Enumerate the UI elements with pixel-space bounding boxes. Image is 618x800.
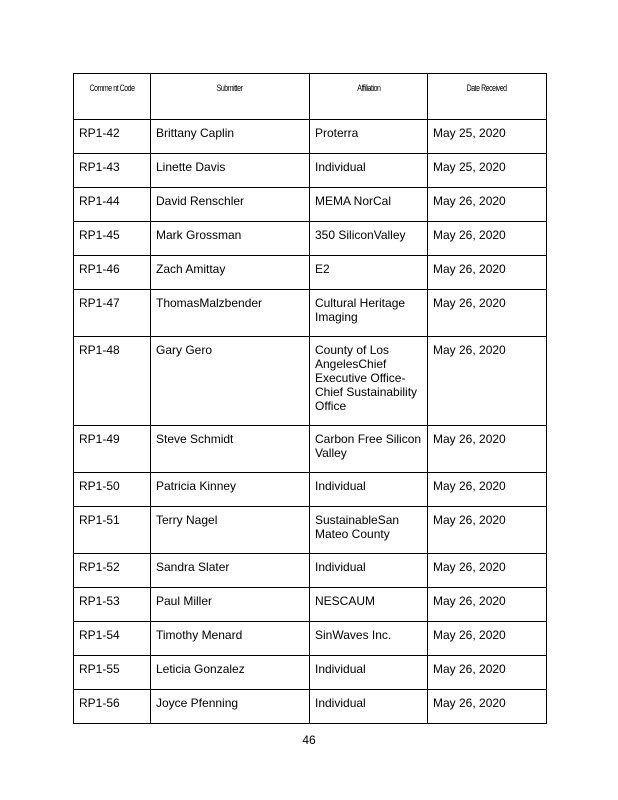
cell-submitter: Sandra Slater — [151, 554, 310, 588]
header-comment-code: Comme nt Code — [74, 74, 151, 120]
cell-date: May 26, 2020 — [428, 588, 547, 622]
cell-date: May 26, 2020 — [428, 622, 547, 656]
table-row — [74, 188, 547, 222]
cell-code: RP1-52 — [74, 554, 151, 588]
table-row — [74, 554, 547, 588]
cell-date: May 26, 2020 — [428, 507, 547, 554]
table-row — [74, 588, 547, 622]
table-row — [74, 473, 547, 507]
cell-submitter: Patricia Kinney — [151, 473, 310, 507]
table-row — [74, 337, 547, 426]
header-date-received: Date Received — [428, 74, 547, 120]
cell-affiliation: Individual — [310, 473, 428, 507]
table-row — [74, 426, 547, 473]
header-affiliation: Affiliation — [310, 74, 428, 120]
cell-code: RP1-45 — [74, 222, 151, 256]
cell-submitter: Steve Schmidt — [151, 426, 310, 473]
cell-submitter: Timothy Menard — [151, 622, 310, 656]
cell-date: May 26, 2020 — [428, 290, 547, 337]
cell-code: RP1-53 — [74, 588, 151, 622]
cell-submitter: David Renschler — [151, 188, 310, 222]
cell-affiliation: Individual — [310, 690, 428, 724]
table-row — [74, 656, 547, 690]
cell-affiliation: Proterra — [310, 120, 428, 154]
cell-date: May 26, 2020 — [428, 337, 547, 426]
table-row — [74, 154, 547, 188]
cell-code: RP1-47 — [74, 290, 151, 337]
table-row — [74, 690, 547, 724]
cell-date: May 25, 2020 — [428, 120, 547, 154]
cell-affiliation: Carbon Free Silicon Valley — [310, 426, 428, 473]
cell-affiliation: SinWaves Inc. — [310, 622, 428, 656]
cell-code: RP1-54 — [74, 622, 151, 656]
cell-code: RP1-42 — [74, 120, 151, 154]
cell-date: May 26, 2020 — [428, 656, 547, 690]
header-submitter: Submitter — [151, 74, 310, 120]
cell-code: RP1-51 — [74, 507, 151, 554]
cell-date: May 26, 2020 — [428, 188, 547, 222]
cell-date: May 26, 2020 — [428, 554, 547, 588]
comment-table — [73, 73, 547, 724]
cell-affiliation: 350 SiliconValley — [310, 222, 428, 256]
cell-code: RP1-46 — [74, 256, 151, 290]
cell-code: RP1-56 — [74, 690, 151, 724]
cell-submitter: Terry Nagel — [151, 507, 310, 554]
cell-submitter: Paul Miller — [151, 588, 310, 622]
cell-affiliation: Individual — [310, 554, 428, 588]
cell-code: RP1-48 — [74, 337, 151, 426]
cell-date: May 26, 2020 — [428, 690, 547, 724]
cell-affiliation: County of Los AngelesChief Executive Office-Chief Sustainability Office — [310, 337, 428, 426]
cell-date: May 26, 2020 — [428, 426, 547, 473]
table-row — [74, 222, 547, 256]
table-row — [74, 507, 547, 554]
cell-affiliation: Individual — [310, 154, 428, 188]
cell-affiliation: SustainableSan Mateo County — [310, 507, 428, 554]
cell-submitter: ThomasMalzbender — [151, 290, 310, 337]
table-row — [74, 622, 547, 656]
cell-affiliation: MEMA NorCal — [310, 188, 428, 222]
cell-affiliation: Individual — [310, 656, 428, 690]
cell-affiliation: NESCAUM — [310, 588, 428, 622]
cell-code: RP1-50 — [74, 473, 151, 507]
cell-submitter: Leticia Gonzalez — [151, 656, 310, 690]
table-row — [74, 290, 547, 337]
cell-submitter: Linette Davis — [151, 154, 310, 188]
table-row — [74, 256, 547, 290]
cell-submitter: Mark Grossman — [151, 222, 310, 256]
cell-submitter: Joyce Pfenning — [151, 690, 310, 724]
cell-date: May 26, 2020 — [428, 256, 547, 290]
cell-submitter: Gary Gero — [151, 337, 310, 426]
cell-code: RP1-55 — [74, 656, 151, 690]
cell-date: May 25, 2020 — [428, 154, 547, 188]
page-number: 46 — [302, 733, 316, 747]
cell-submitter: Brittany Caplin — [151, 120, 310, 154]
cell-code: RP1-43 — [74, 154, 151, 188]
cell-date: May 26, 2020 — [428, 222, 547, 256]
cell-code: RP1-44 — [74, 188, 151, 222]
cell-code: RP1-49 — [74, 426, 151, 473]
cell-submitter: Zach Amittay — [151, 256, 310, 290]
cell-affiliation: E2 — [310, 256, 428, 290]
header-row — [74, 74, 547, 120]
cell-date: May 26, 2020 — [428, 473, 547, 507]
cell-affiliation: Cultural Heritage Imaging — [310, 290, 428, 337]
table-row — [74, 120, 547, 154]
